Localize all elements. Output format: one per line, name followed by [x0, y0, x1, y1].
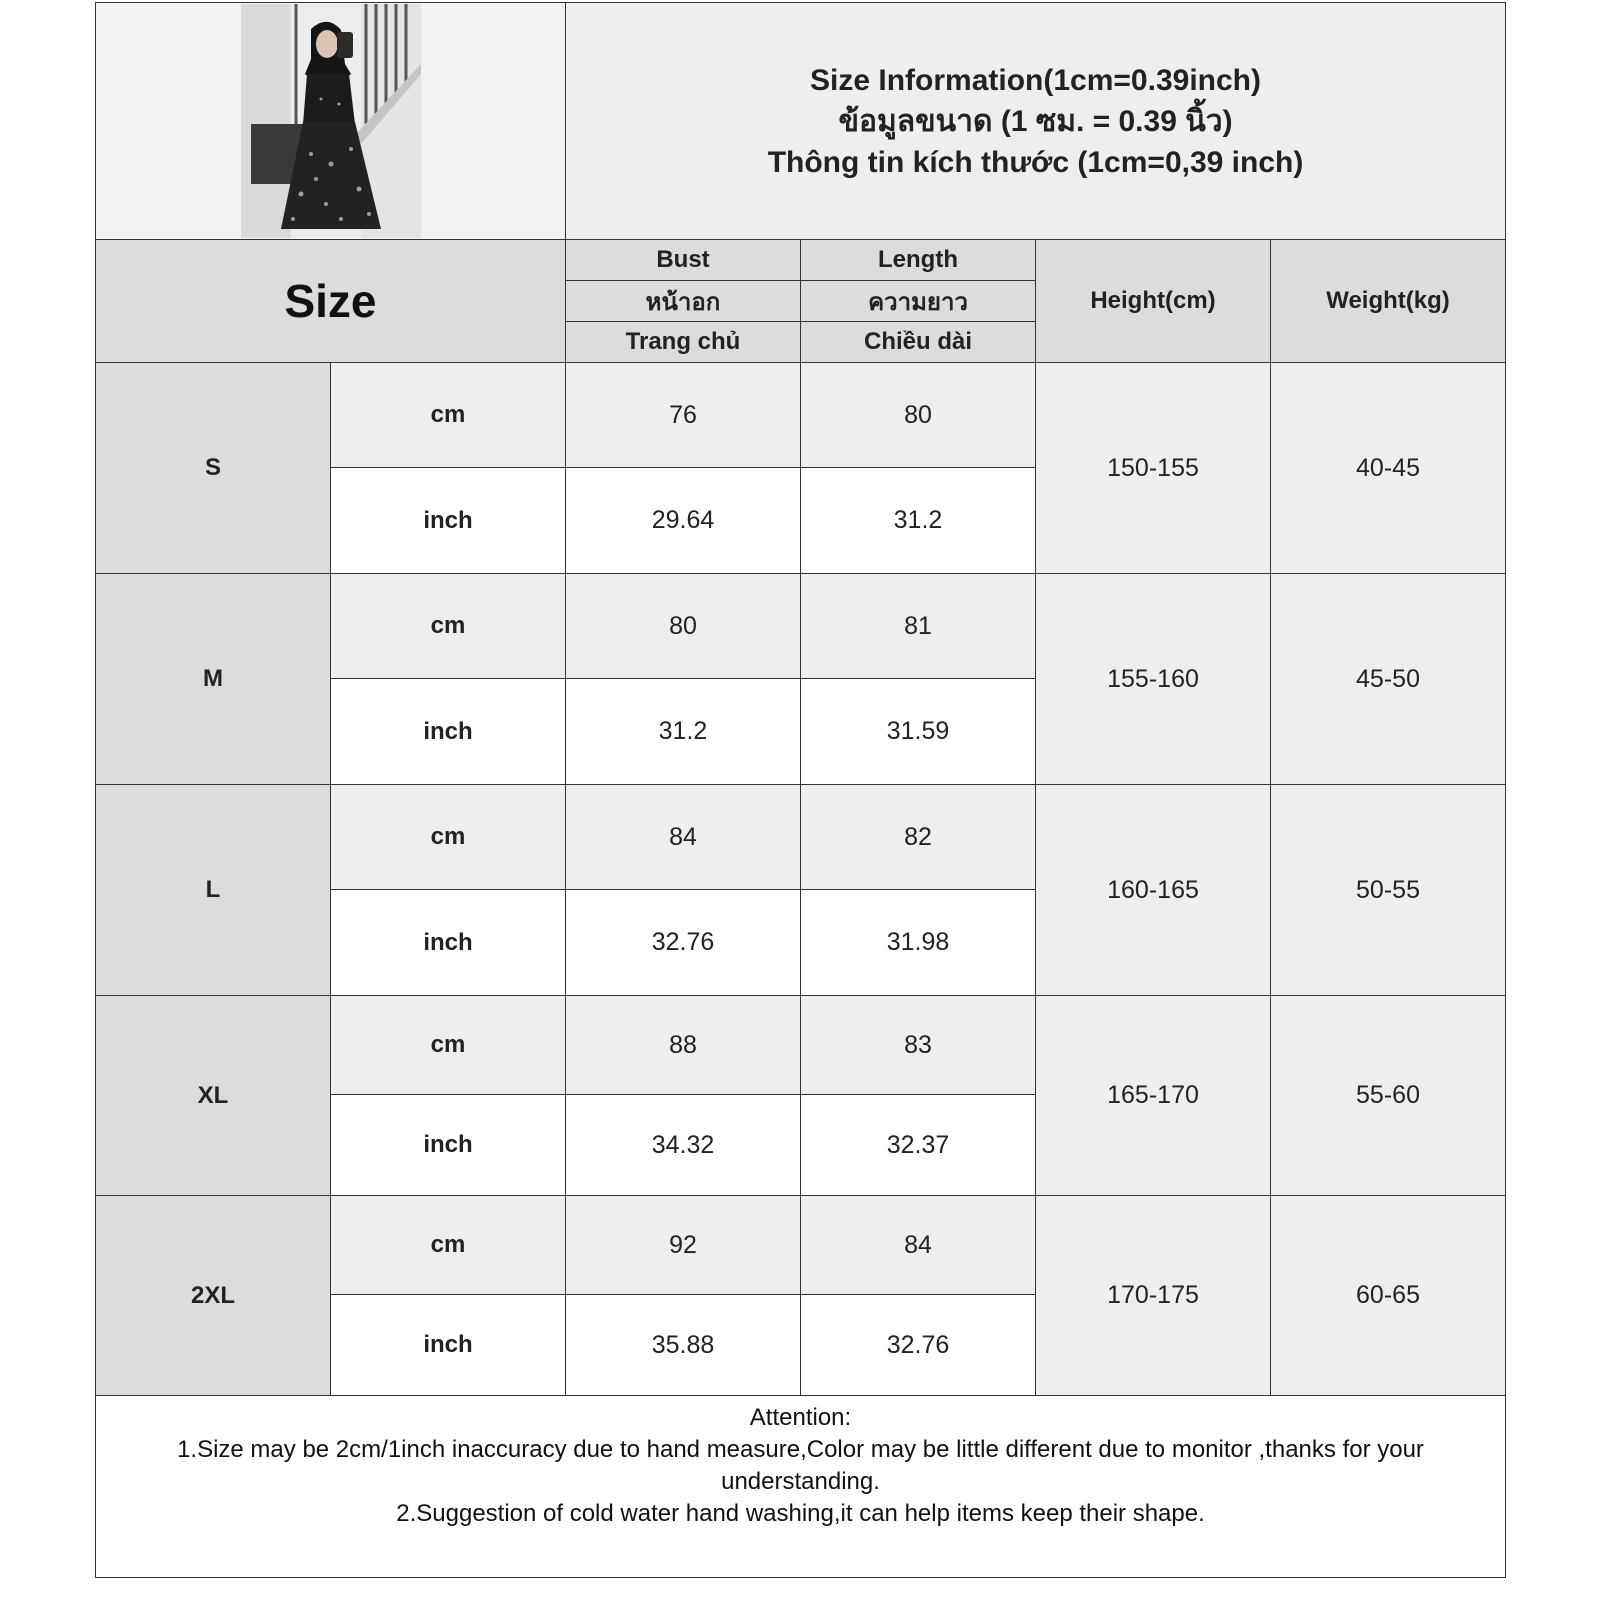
bust-header-en: Bust [566, 240, 801, 281]
bust-inch-value: 35.88 [566, 1295, 801, 1396]
length-header-en: Length [801, 240, 1036, 281]
length-header-vi: Chiều dài [801, 322, 1036, 363]
height-value: 165-170 [1036, 996, 1271, 1196]
size-label: XL [96, 996, 331, 1196]
length-inch-value: 31.59 [801, 679, 1036, 785]
info-line-english: Size Information(1cm=0.39inch) [810, 63, 1261, 97]
size-chart-table [95, 2, 1506, 1578]
size-information-cell [566, 3, 1506, 240]
bust-inch-value: 29.64 [566, 468, 801, 574]
bust-inch-value: 34.32 [566, 1095, 801, 1196]
length-inch-value: 31.98 [801, 890, 1036, 996]
bust-header-th: หน้าอก [566, 281, 801, 322]
bust-cm-value: 76 [566, 363, 801, 468]
height-header: Height(cm) [1036, 240, 1271, 363]
unit-label-inch: inch [331, 1295, 566, 1396]
size-column-header: Size [96, 240, 566, 363]
size-row-cm [96, 363, 1506, 468]
bust-cm-value: 88 [566, 996, 801, 1095]
unit-label-inch: inch [331, 679, 566, 785]
height-value: 170-175 [1036, 1196, 1271, 1396]
weight-value: 50-55 [1271, 785, 1506, 996]
weight-value: 45-50 [1271, 574, 1506, 785]
bust-header-vi: Trang chủ [566, 322, 801, 363]
product-photo-cell [96, 3, 566, 240]
product-photo [241, 4, 421, 238]
bust-cm-value: 80 [566, 574, 801, 679]
length-header-th: ความยาว [801, 281, 1036, 322]
size-label: S [96, 363, 331, 574]
bust-cm-value: 92 [566, 1196, 801, 1295]
length-cm-value: 80 [801, 363, 1036, 468]
notes-title: Attention: [749, 1404, 852, 1431]
size-row-cm [96, 1196, 1506, 1295]
length-cm-value: 81 [801, 574, 1036, 679]
attention-notes [96, 1396, 1506, 1578]
weight-header: Weight(kg) [1271, 240, 1506, 363]
notes-line2: 2.Suggestion of cold water hand washing,it can help items keep their shape. [396, 1500, 1205, 1527]
header-row-1 [96, 240, 1506, 281]
size-label: 2XL [96, 1196, 331, 1396]
weight-value: 40-45 [1271, 363, 1506, 574]
unit-label-cm: cm [331, 363, 566, 468]
length-cm-value: 82 [801, 785, 1036, 890]
length-cm-value: 84 [801, 1196, 1036, 1295]
size-label: L [96, 785, 331, 996]
unit-label-inch: inch [331, 1095, 566, 1196]
size-label: M [96, 574, 331, 785]
bust-inch-value: 31.2 [566, 679, 801, 785]
height-value: 155-160 [1036, 574, 1271, 785]
weight-value: 55-60 [1271, 996, 1506, 1196]
dress-model-image [241, 4, 421, 238]
size-row-cm [96, 785, 1506, 890]
bust-cm-value: 84 [566, 785, 801, 890]
info-row [96, 3, 1506, 240]
unit-label-inch: inch [331, 468, 566, 574]
length-cm-value: 83 [801, 996, 1036, 1095]
info-line-vietnamese: Thông tin kích thước (1cm=0,39 inch) [767, 145, 1304, 179]
bust-inch-value: 32.76 [566, 890, 801, 996]
length-inch-value: 32.76 [801, 1295, 1036, 1396]
weight-value: 60-65 [1271, 1196, 1506, 1396]
unit-label-cm: cm [331, 996, 566, 1095]
height-value: 160-165 [1036, 785, 1271, 996]
unit-label-cm: cm [331, 785, 566, 890]
unit-label-inch: inch [331, 890, 566, 996]
height-value: 150-155 [1036, 363, 1271, 574]
notes-row [96, 1396, 1506, 1578]
unit-label-cm: cm [331, 1196, 566, 1295]
length-inch-value: 31.2 [801, 468, 1036, 574]
notes-line1: 1.Size may be 2cm/1inch inaccuracy due to hand measure,Color may be little different due to monitor ,thanks for your understanding. [177, 1436, 1424, 1495]
info-line-thai: ข้อมูลขนาด (1 ซม. = 0.39 นิ้ว) [838, 104, 1233, 138]
size-chart-sheet [95, 2, 1505, 1578]
unit-label-cm: cm [331, 574, 566, 679]
size-row-cm [96, 574, 1506, 679]
size-row-cm [96, 996, 1506, 1095]
length-inch-value: 32.37 [801, 1095, 1036, 1196]
